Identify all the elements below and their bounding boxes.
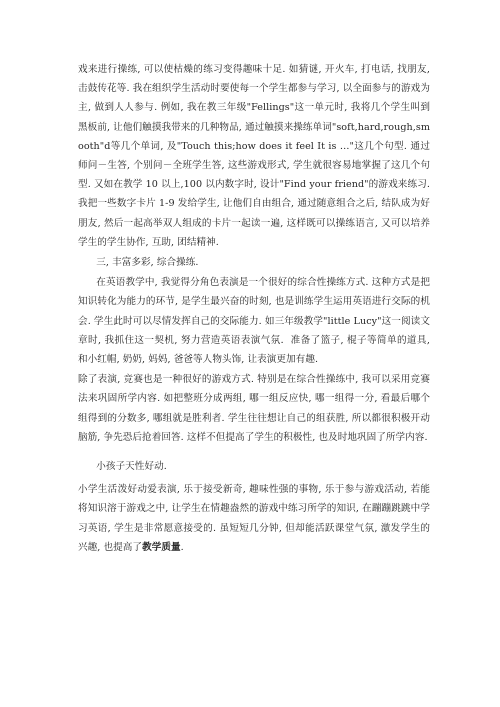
section-heading-children-active: 小孩子天性好动. <box>96 461 167 473</box>
section-heading-comprehensive-practice: 三, 丰富多彩, 综合操练. <box>96 257 199 269</box>
paragraph-competition: 除了表演, 竞赛也是一种很好的游戏方式. 特别是在综合性操练中, 我可以采用竞赛法来巩固所学内容. 如把整班分成两组, 哪一组反应快, 哪一组得一分, 看最后哪个组得到的分数多, 哪组就是胜利者. 学生往往想让自己的组获胜, 所以都很积极开动脑筋, 争先恐后抢着回答. 这样不但提高了学生的积极性, 也及时地巩固了所学内容. <box>78 374 430 443</box>
paragraph-children-learning-text: 小学生活泼好动爱表演, 乐于接受新奇, 趣味性强的事物, 乐于参与游戏活动, 若能将知识溶于游戏之中, 让学生在情趣盎然的游戏中练习所学的知识, 在蹦蹦跳跳中学习英语, 学生是非常愿意接受的. 虽短短几分钟, 但却能活跃课堂气氛, 激发学生的兴趣, 也提高了 <box>78 484 430 553</box>
teaching-quality-bold: 教学质量 <box>142 541 181 553</box>
paragraph-games-practice: 戏来进行操练, 可以使枯燥的练习变得趣味十足. 如猜谜, 开火车, 打电话, 找朋友, 击鼓传花等. 我在组织学生活动时要使每一个学生都参与学习, 以全面参与的游戏为主, 做到人人参与. 例如, 我在教三年级"Fellings"这一单元时, 我将几个学生叫到黑板前, 让他们触摸我带来的几种物品, 通过触摸来操练单词"soft,hard,rough,smooth"d等几个单词, 及"Touch this;how does it feel It is …"这几个句型. 通过师问－生答, 个别问－全班学生答, 这些游戏形式, 学生就很容易地掌握了这几个句型. 又如在教学 10 以上,100 以内数字时, 设计"Find your friend"的游戏来练习. 我把一些数字卡片 1-9 发给学生, 让他们自由组合, 通过随意组合之后, 结队成为好朋友, 然后一起高举双人组成的卡片一起读一遍, 这样既可以操练语言, 又可以培养学生的学生协作, 互助, 团结精神. <box>78 64 430 248</box>
paragraph-role-play: 在英语教学中, 我觉得分角色表演是一个很好的综合性操练方式. 这种方式是把知识转化为能力的环节, 是学生最兴奋的时刻, 也是训练学生运用英语进行交际的机会. 学生此时可以尽情发挥自己的交际能力. 如三年级教学"little Lucy"这一阅读文章时, 我抓住这一契机, 努力营造英语表演气氛．准备了篮子, 棍子等简单的道具, 和小红帽, 奶奶, 妈妈, 爸爸等人物头饰, 让表演更加有趣. <box>78 277 430 366</box>
paragraph-end-punctuation: . <box>180 541 184 553</box>
paragraph-children-learning <box>78 480 430 557</box>
document-page <box>78 60 430 557</box>
